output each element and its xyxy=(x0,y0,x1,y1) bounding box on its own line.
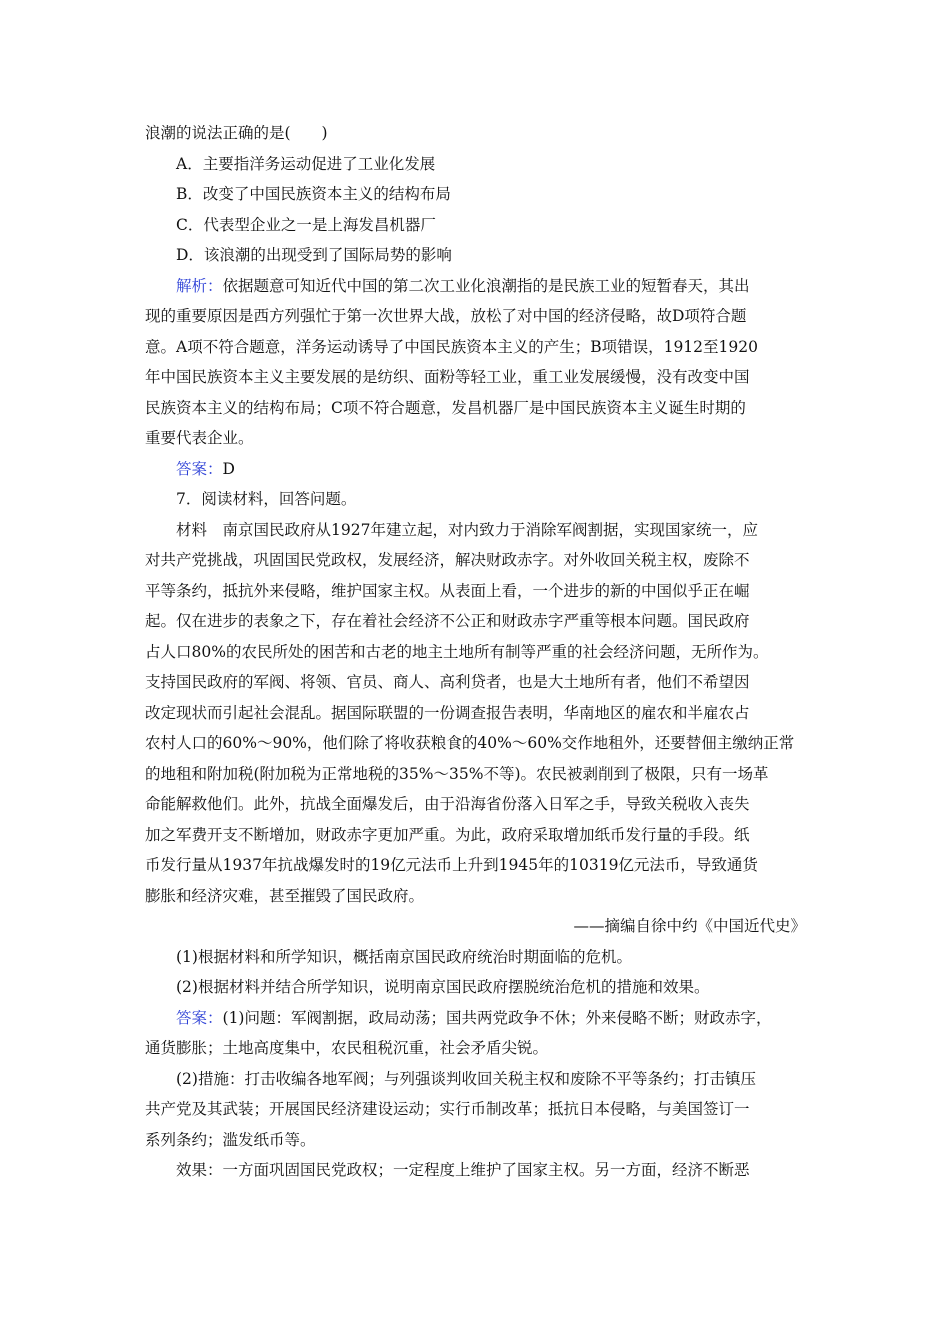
material-line: 的地租和附加税(附加税为正常地税的35%～35%不等)。农民被剥削到了极限，只有一场革 xyxy=(145,764,769,783)
material-line: 起。仅在进步的表象之下，存在着社会经济不公正和财政赤字严重等根本问题。国民政府 xyxy=(145,612,750,630)
material-line: 命能解救他们。此外，抗战全面爆发后，由于沿海省份落入日军之手，导致关税收入丧失 xyxy=(145,795,750,813)
effect-line: 效果：一方面巩固国民党政权；一定程度上维护了国家主权。另一方面，经济不断恶 xyxy=(176,1161,750,1179)
answer-text: (1)问题：军阀割据，政局动荡；国共两党政争不休；外来侵略不断；财政赤字， xyxy=(222,1008,772,1027)
material-line: 膨胀和经济灾难，甚至摧毁了国民政府。 xyxy=(145,886,425,905)
analysis-label: 解析： xyxy=(176,276,223,295)
answer-line xyxy=(145,1003,810,1034)
material-line: 材料 南京国民政府从1927年建立起，对内致力于消除军阀割据，实现国家统一，应 xyxy=(176,520,758,539)
analysis-line: 民族资本主义的结构布局；C项不符合题意，发昌机器厂是中国民族资本主义诞生时期的 xyxy=(145,398,746,417)
material-line: 占人口80%的农民所处的困苦和古老的地主土地所有制等严重的社会经济问题，无所作为。 xyxy=(145,642,769,661)
material-line: 支持国民政府的军阀、将领、官员、商人、高利贷者，也是大土地所有者，他们不希望因 xyxy=(145,673,750,691)
analysis-line: 意。A项不符合题意，洋务运动诱导了中国民族资本主义的产生；B项错误，1912至1920 xyxy=(145,337,758,356)
material-line: 加之军费开支不断增加，财政赤字更加严重。为此，政府采取增加纸币发行量的手段。纸 xyxy=(145,825,750,844)
material-line: 对共产党挑战，巩固国民党政权，发展经济，解决财政赤字。对外收回关税主权，废除不 xyxy=(145,551,750,569)
material-line: 改定现状而引起社会混乱。据国际联盟的一份调查报告表明，华南地区的雇农和半雇农占 xyxy=(145,703,750,722)
sub-question-2: (2)根据材料并结合所学知识，说明南京国民政府摆脱统治危机的措施和效果。 xyxy=(176,978,710,996)
question-6-stem: 浪潮的说法正确的是( ) xyxy=(145,124,328,142)
answer-line: (2)措施：打击收编各地军阀；与列强谈判收回关税主权和废除不平等条约；打击镇压 xyxy=(176,1069,756,1088)
analysis-line: 现的重要原因是西方列强忙于第一次世界大战，放松了对中国的经济侵略，故D项符合题 xyxy=(145,307,747,325)
option-d: D．该浪潮的出现受到了国际局势的影响 xyxy=(176,246,452,264)
answer-line: 通货膨胀；土地高度集中，农民租税沉重，社会矛盾尖锐。 xyxy=(145,1039,549,1057)
analysis-line xyxy=(145,271,810,302)
analysis-line: 重要代表企业。 xyxy=(145,429,254,447)
material-line: 平等条约，抵抗外来侵略，维护国家主权。从表面上看，一个进步的新的中国似乎正在崛 xyxy=(145,581,750,600)
material-line: 币发行量从1937年抗战爆发时的19亿元法币上升到1945年的10319亿元法币，导致通货 xyxy=(145,856,758,874)
material-line: 农村人口的60%～90%，他们除了将收获粮食的40%～60%交作地租外，还要替佃主缴纳正常 xyxy=(145,734,795,752)
page-content xyxy=(145,118,810,1186)
analysis-line: 年中国民族资本主义主要发展的是纺织、面粉等轻工业，重工业发展缓慢，没有改变中国 xyxy=(145,368,750,386)
answer-line: 共产党及其武装；开展国民经济建设运动；实行币制改革；抵抗日本侵略，与美国签订一 xyxy=(145,1100,750,1118)
answer-value: D xyxy=(222,459,235,478)
answer-line: 系列条约；滥发纸币等。 xyxy=(145,1130,316,1149)
option-a: A．主要指洋务运动促进了工业化发展 xyxy=(176,154,436,173)
material-source: ——摘编自徐中约《中国近代史》 xyxy=(573,917,806,935)
answer-label: 答案： xyxy=(176,459,223,478)
option-c: C．代表型企业之一是上海发昌机器厂 xyxy=(176,215,436,234)
option-b: B．改变了中国民族资本主义的结构布局 xyxy=(176,185,451,203)
question-7-title: 7．阅读材料，回答问题。 xyxy=(176,490,357,508)
sub-question-1: (1)根据材料和所学知识，概括南京国民政府统治时期面临的危机。 xyxy=(176,947,632,966)
answer-label: 答案： xyxy=(176,1008,223,1027)
analysis-text: 依据题意可知近代中国的第二次工业化浪潮指的是民族工业的短暂春天，其出 xyxy=(222,276,750,295)
answer-line xyxy=(145,454,810,485)
